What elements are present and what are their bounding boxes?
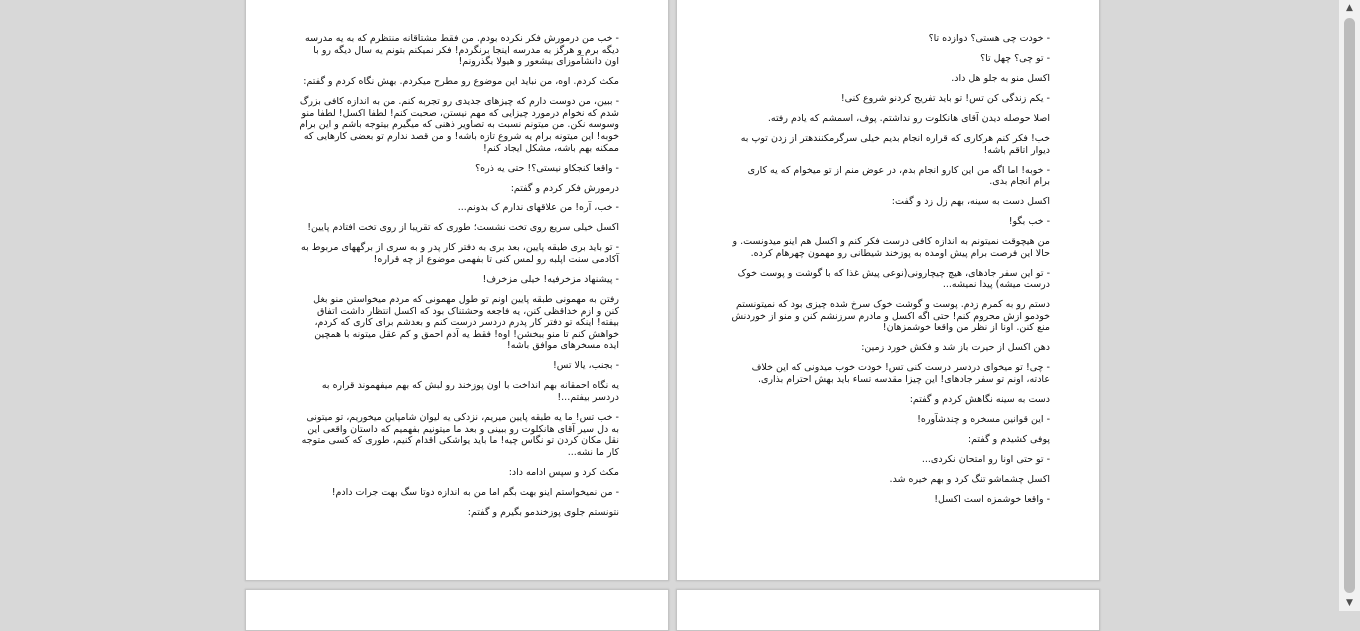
paragraph: اکسل دست به سینه، بهم زل زد و گفت: bbox=[891, 196, 1050, 208]
paragraph: - ببین، من دوست دارم که چیزهای جدیدی رو تجربه کنم. من به اندازه کافی بزرگ شدم که نخوام درمورد چیزایی که مهم نیستن، صحبت کنم! لطفا اکسل! لطفا منو وسوسه نکن. من میتونم نسبت به تصاویر ذهنی که میگیرم بیتوجه باشم و این برام خوبه! این میتونه برام یه شروع تازه باشه! و من قصد ندارم تو بعضی کارهایی که ممکنه بهم باشه، مشکل ایجاد کنم! bbox=[299, 96, 619, 154]
paragraph: - چی! تو میخوای دردسر درست کنی تس! خودت خوب میدونی که این خلاف عادته، اونم تو سفر جادهای! این چیزا مقدسه تساء باید بهش احترام بذاری. bbox=[751, 362, 1050, 385]
paragraph: نتونستم جلوی پوزخندمو بگیرم و گفتم: bbox=[467, 506, 619, 518]
paragraph: - واقعا کنجکاو نیستی؟! حتی یه ذره؟ bbox=[475, 162, 619, 174]
paragraph: دست به سینه نگاهش کردم و گفتم: bbox=[909, 393, 1050, 405]
paragraph: - تو چی؟ چهل تا؟ bbox=[980, 52, 1050, 64]
paragraph: - تو این سفر جادهای، هیچ چیچارونی(نوعی پیش غذا که با گوشت و پوست خوک درست میشه) پیدا نمیشه... bbox=[737, 267, 1050, 291]
paragraph: - تو باید بری طبقه پایین، بعد بری به دفتر کار پدر و به سری از برگههای مربوط به آکادمی سنت اپلبه رو لمس کنی تا بفهمی موضوع از چه قراره! bbox=[301, 242, 619, 266]
document-page-next-left bbox=[245, 589, 669, 631]
paragraph: اصلا حوصله دیدن آقای هانکلوت رو نداشتم. پوف، اسمشم که یادم رفته. bbox=[767, 112, 1050, 124]
paragraph: - خب، آره! من علاقهای ندارم ک بدونم... bbox=[457, 202, 619, 214]
document-page-right bbox=[676, 0, 1100, 581]
scroll-up-arrow-icon[interactable]: ▲ bbox=[1346, 3, 1353, 13]
paragraph: مکث کرد و سپس ادامه داد: bbox=[508, 466, 619, 478]
paragraph: پوفی کشیدم و گفتم: bbox=[967, 433, 1050, 445]
paragraph: اکسل منو به جلو هل داد. bbox=[951, 72, 1050, 84]
paragraph: - خوبه! اما اگه من این کارو انجام بدم، در عوض منم از تو میخوام که یه کاری برام انجام بدی. bbox=[747, 164, 1050, 188]
paragraph: دستم رو به کمرم زدم. پوست و گوشت خوک سرخ شده چیزی بود که نمیتونستم خودمو ازش محروم کنم! حتی اگه اکسل و مادرم سرزنشم کنن و منو از خوردنش منع کنن. اونا از نظر من واقعا خوشمزهان! bbox=[731, 299, 1050, 334]
paragraph: اکسل خیلی سریع روی تخت نشست؛ طوری که تقریبا از روی تخت افتادم پایین! bbox=[307, 222, 619, 234]
paragraph: - یکم زندگی کن تس! تو باید تفریح کردنو شروع کنی! bbox=[840, 92, 1050, 104]
paragraph: - تو حتی اونا رو امتحان نکردی... bbox=[921, 453, 1050, 465]
paragraph: - خودت چی هستی؟ دوازده تا؟ bbox=[928, 33, 1050, 44]
scroll-thumb[interactable] bbox=[1344, 18, 1355, 593]
paragraph: - بجنب، یالا تس! bbox=[552, 360, 619, 372]
paragraph: دهن اکسل از حیرت باز شد و فکش خورد زمین: bbox=[861, 342, 1050, 354]
paragraph: اکسل چشماشو تنگ کرد و بهم خیره شد. bbox=[889, 473, 1050, 485]
paragraph: - خب بگو! bbox=[1008, 216, 1050, 228]
scroll-down-arrow-icon[interactable]: ▼ bbox=[1346, 598, 1353, 608]
page-text-left bbox=[298, 33, 619, 527]
vertical-scrollbar[interactable] bbox=[1339, 0, 1360, 611]
page-text-right bbox=[731, 33, 1050, 514]
paragraph: - خب من درمورش فکر نکرده بودم. من فقط مشتاقانه منتظرم که به یه مدرسه دیگه برم و هرگز به مدرسه اینجا برنگردم! فکر نمیکنم بتونم یه سال دیگه رو با اون دانشآموزای بیشعور و هیولا بگذرونم! bbox=[304, 33, 619, 68]
paragraph: - واقعا خوشمزه است اکسل! bbox=[934, 493, 1050, 505]
paragraph: درمورش فکر کردم و گفتم: bbox=[510, 182, 619, 194]
document-page-left bbox=[245, 0, 669, 581]
paragraph: - این قوانین مسخره و چندشآوره! bbox=[917, 413, 1050, 425]
document-page-next-right bbox=[676, 589, 1100, 631]
paragraph: من هیچوقت نمیتونم به اندازه کافی درست فکر کنم و اکسل هم اینو میدونست. و حالا این فرصت برام پیش اومده به پوزخند شیطانی رو مهمون چهرهام کرده. bbox=[732, 236, 1050, 259]
paragraph: - پیشنهاد مزخرفیه! خیلی مزخرف! bbox=[482, 274, 619, 286]
paragraph: - خب تس! ما یه طبقه پایین میریم، نزدکی یه لیوان شامپاین میخوریم، تو میتونی به دل سیر آقای هانکلوت رو ببینی و بعد ما میتونیم بفهمیم که داستان واقعی این نقل مکان کردن تو نگاس چیه! ما باید یواشکی اقدام کنیم، طوری که کسی متوجه کار ما نشه... bbox=[301, 411, 619, 458]
paragraph: یه نگاه احمقانه بهم انداخت با اون پوزخند رو لبش که بهم میفهموند قراره به دردسر بیفتم...! bbox=[321, 380, 619, 403]
paragraph: - من نمیخواستم اینو بهت بگم اما من به اندازه دوتا سگ بهت جرات دادم! bbox=[331, 486, 619, 498]
paragraph: مکث کردم. اوه، من نباید این موضوع رو مطرح میکردم. بهش نگاه کردم و گفتم: bbox=[303, 76, 619, 88]
paragraph: رفتن به مهمونی طبقه پایین اونم تو طول مهمونی که مردم میخواستن منو بغل کنن و ازم خداقظی کنن، یه فاجعه وحشتناک بود که اکسل انتظار داشت اتفاق بیفته! اینکه تو دفتر کار پدرم دردسر درست کنم و بعدشم برای کاری که کردم، خواهش کنم تا منو ببخشن! اوه! فقط یه آدم احمق و کم عقل میتونه با همچین ایده مسخرهای موافق باشه! bbox=[313, 294, 619, 352]
paragraph: خب! فکر کنم هرکاری که قراره انجام بدیم خیلی سرگرمکنندهتر از زدن توپ به دیوار اتاقم باشه! bbox=[740, 132, 1050, 156]
